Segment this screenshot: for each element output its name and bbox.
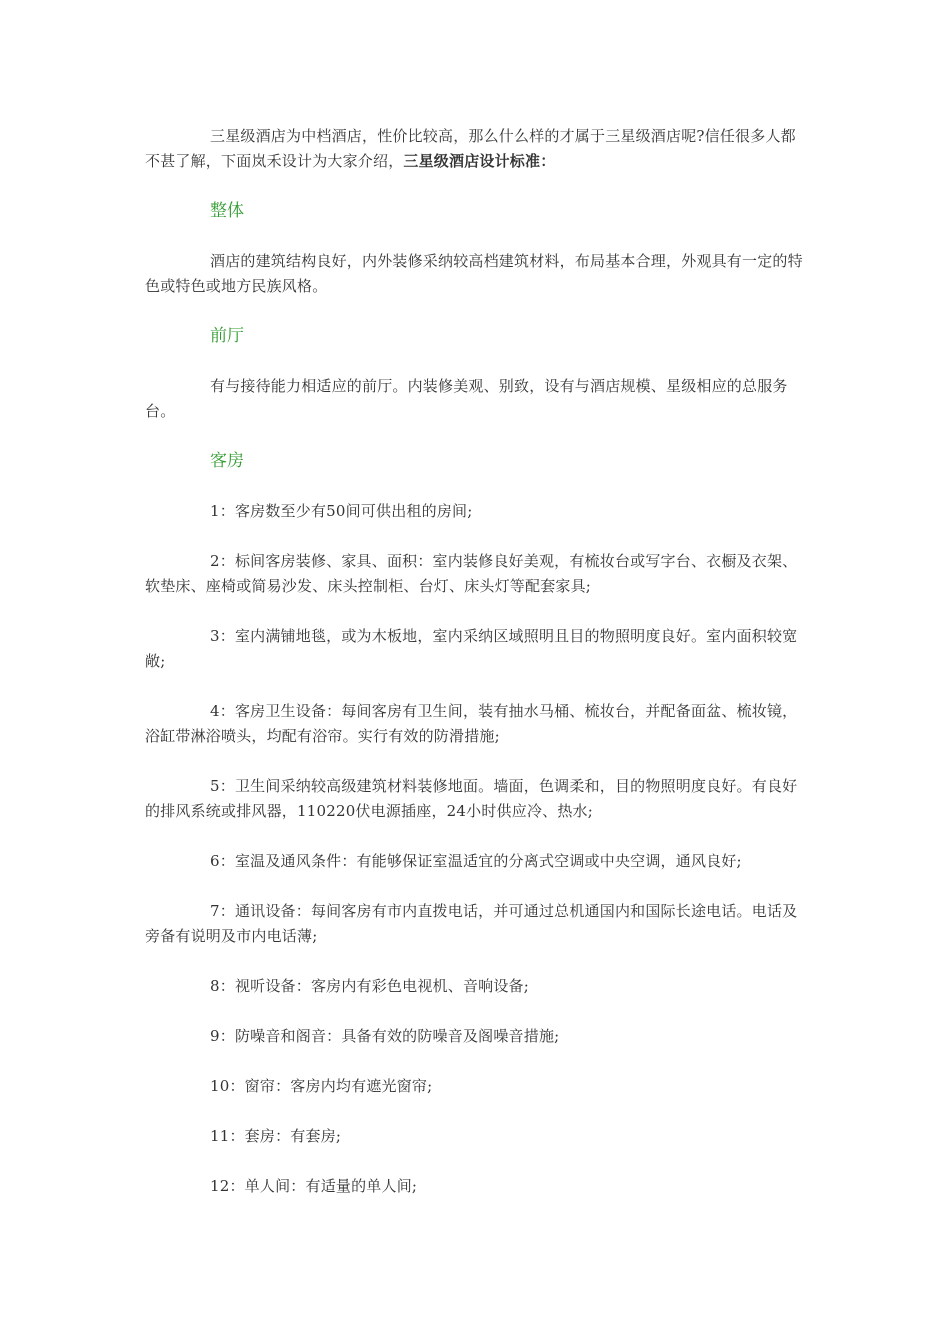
room-item: 3：室内满铺地毯，或为木板地，室内采纳区域照明且目的物照明度良好。室内面积较宽敞; bbox=[145, 627, 798, 670]
room-item: 1：客房数至少有50间可供出租的房间; bbox=[210, 502, 473, 520]
room-item: 5：卫生间采纳较高级建筑材料装修地面。墙面，色调柔和，目的物照明度良好。有良好的排风系统或排风器，110220伏电源插座，24小时供应冷、热水; bbox=[145, 777, 798, 820]
intro-bold-text: 三星级酒店设计标准： bbox=[403, 152, 556, 170]
room-item: 4：客房卫生设备：每间客房有卫生间，装有抽水马桶、梳妆台，并配备面盆、梳妆镜，浴缸带淋浴喷头，均配有浴帘。实行有效的防滑措施; bbox=[145, 702, 798, 745]
lobby-paragraph: 有与接待能力相适应的前厅。内装修美观、别致，设有与酒店规模、星级相应的总服务台。 bbox=[145, 377, 788, 420]
room-item: 7：通讯设备：每间客房有市内直拨电话，并可通过总机通国内和国际长途电话。电话及旁备有说明及市内电话薄; bbox=[145, 902, 798, 945]
intro-paragraph bbox=[145, 124, 807, 174]
document-page bbox=[145, 124, 807, 1199]
section-heading-overall: 整体 bbox=[210, 201, 244, 221]
room-item: 12：单人间：有适量的单人间; bbox=[210, 1177, 418, 1195]
overall-paragraph: 酒店的建筑结构良好，内外装修采纳较高档建筑材料，布局基本合理，外观具有一定的特色或特色或地方民族风格。 bbox=[145, 252, 803, 295]
intro-text: 三星级酒店为中档酒店，性价比较高，那么什么样的才属于三星级酒店呢?信任很多人都不甚了解，下面岚禾设计为大家介绍， bbox=[145, 127, 796, 170]
room-item: 2：标间客房装修、家具、面积：室内装修良好美观，有梳妆台或写字台、衣橱及衣架、软垫床、座椅或简易沙发、床头控制柜、台灯、床头灯等配套家具; bbox=[145, 552, 798, 595]
section-heading-lobby: 前厅 bbox=[210, 326, 244, 346]
room-item: 10：窗帘：客房内均有遮光窗帘; bbox=[210, 1077, 433, 1095]
room-item: 8：视听设备：客房内有彩色电视机、音响设备; bbox=[210, 977, 529, 995]
room-item: 9：防噪音和阁音：具备有效的防噪音及阁噪音措施; bbox=[210, 1027, 560, 1045]
room-item: 11：套房：有套房; bbox=[210, 1127, 342, 1145]
section-heading-rooms: 客房 bbox=[210, 451, 244, 471]
room-item: 6：室温及通风条件：有能够保证室温适宜的分离式空调或中央空调，通风良好; bbox=[210, 852, 742, 870]
